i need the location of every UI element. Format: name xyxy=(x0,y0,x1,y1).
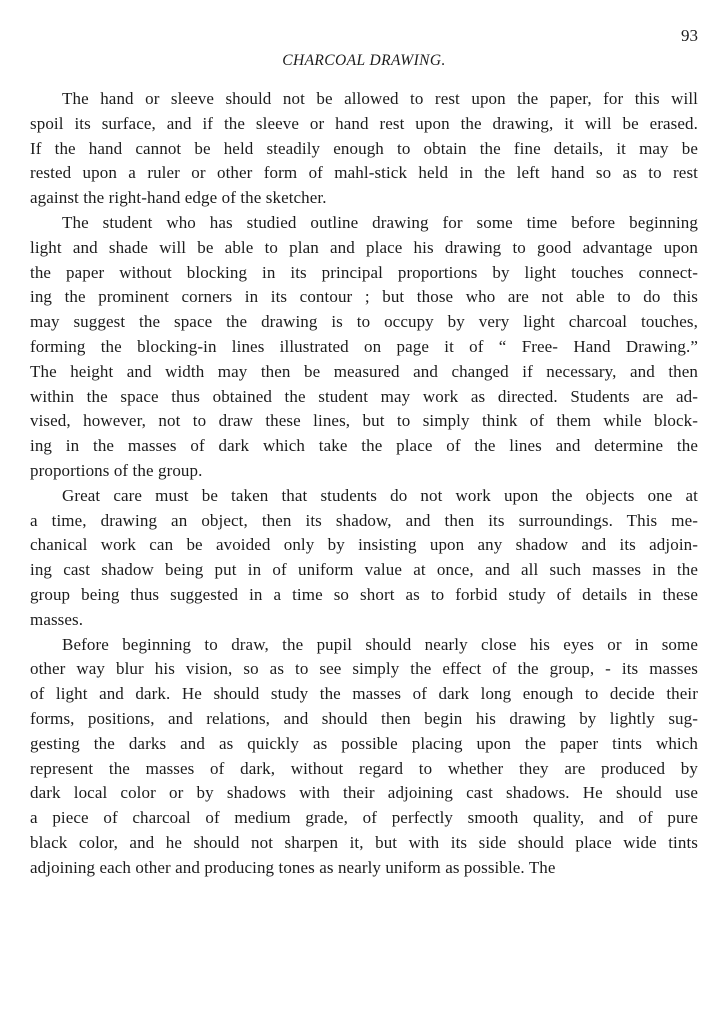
text-line: within the space thus obtained the student may work as directed. Students are ad- xyxy=(30,386,698,406)
text-line: a time, drawing an object, then its shadow, and then its surroundings. This me- xyxy=(30,510,698,530)
paragraph xyxy=(30,211,698,484)
page-number: 93 xyxy=(681,26,698,45)
text-line: ing in the masses of dark which take the place of the lines and determine the xyxy=(30,436,698,456)
text-line: The student who has studied outline drawing for some time before beginning xyxy=(62,212,698,232)
text-line: spoil its surface, and if the sleeve or hand rest upon the drawing, it will be erased. xyxy=(30,113,698,133)
text-line: the paper without blocking in its principal proportions by light touches connect- xyxy=(30,262,698,282)
text-line: group being thus suggested in a time so short as to forbid study of details in these xyxy=(30,584,698,604)
text-line: black color, and he should not sharpen it, but with its side should place wide tints xyxy=(30,832,698,852)
paragraph xyxy=(30,484,698,633)
paragraph xyxy=(30,633,698,881)
page-body xyxy=(30,87,698,881)
text-line: adjoining each other and producing tones as nearly uniform as possible. The xyxy=(30,857,556,877)
text-line: Before beginning to draw, the pupil should nearly close his eyes or in some xyxy=(62,634,698,654)
text-line: ing cast shadow being put in of uniform value at once, and all such masses in the xyxy=(30,560,698,580)
running-head-title: CHARCOAL DRAWING. xyxy=(282,52,446,69)
text-line: chanical work can be avoided only by insisting upon any shadow and its adjoin- xyxy=(30,535,698,555)
text-line: rested upon a ruler or other form of mahl-stick held in the left hand so as to rest xyxy=(30,163,698,183)
text-line: Great care must be taken that students do not work upon the objects one at xyxy=(62,485,698,505)
paragraph xyxy=(30,87,698,211)
text-line: masses. xyxy=(30,609,84,629)
text-line: The hand or sleeve should not be allowed to rest upon the paper, for this will xyxy=(62,89,698,108)
text-line: other way blur his vision, so as to see simply the effect of the group, - its masses xyxy=(30,659,698,679)
text-line: proportions of the group. xyxy=(30,460,203,480)
text-line: gesting the darks and as quickly as possible placing upon the paper tints which xyxy=(30,733,698,753)
text-line: dark local color or by shadows with their adjoining cast shadows. He should use xyxy=(30,783,698,803)
text-line: may suggest the space the drawing is to occupy by very light charcoal touches, xyxy=(30,312,698,332)
text-line: If the hand cannot be held steadily enough to obtain the fine details, it may be xyxy=(30,138,698,158)
text-line: vised, however, not to draw these lines, but to simply think of them while block- xyxy=(30,411,698,431)
text-line: forming the blocking-in lines illustrated on page it of “ Free- Hand Drawing.” xyxy=(30,336,698,356)
text-line: ing the prominent corners in its contour ; but those who are not able to do this xyxy=(30,287,698,307)
text-line: a piece of charcoal of medium grade, of perfectly smooth quality, and of pure xyxy=(30,808,698,828)
text-line: represent the masses of dark, without regard to whether they are produced by xyxy=(30,758,698,778)
text-line: The height and width may then be measured and changed if necessary, and then xyxy=(30,361,698,381)
text-line: against the right-hand edge of the sketcher. xyxy=(30,188,327,208)
text-line: of light and dark. He should study the masses of dark long enough to decide their xyxy=(30,684,698,704)
text-line: forms, positions, and relations, and should then begin his drawing by lightly sug- xyxy=(30,708,698,728)
text-line: light and shade will be able to plan and place his drawing to good advantage upon xyxy=(30,237,698,257)
